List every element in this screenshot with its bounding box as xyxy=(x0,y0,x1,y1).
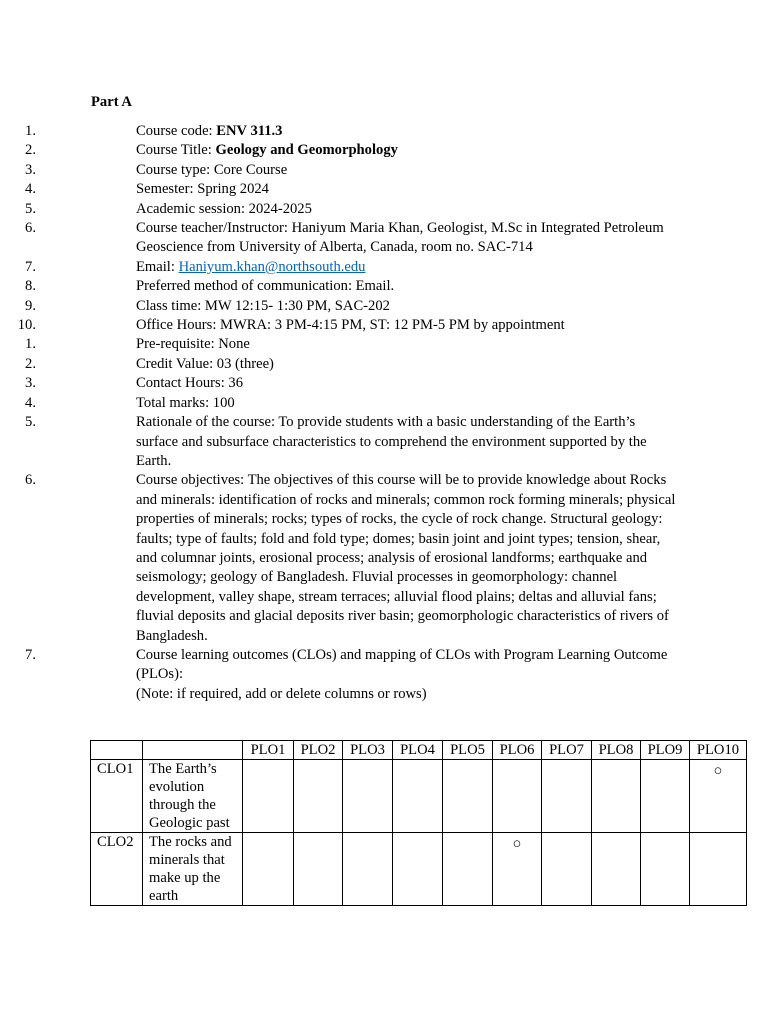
course-info-list xyxy=(0,122,768,704)
plo-header-cell: PLO5 xyxy=(443,741,493,760)
item-number: 6. xyxy=(25,472,36,489)
mapping-cell xyxy=(641,760,690,833)
list-item xyxy=(0,200,676,219)
item-text: Contact Hours: 36 xyxy=(136,375,244,392)
list-item xyxy=(0,122,676,141)
item-number: 6. xyxy=(25,220,36,237)
plo-header-cell: PLO8 xyxy=(592,741,641,760)
item-number: 10. xyxy=(17,317,36,334)
item-label: Course code: xyxy=(136,123,217,139)
item-number: 1. xyxy=(25,123,36,139)
item-number: 8. xyxy=(25,278,36,295)
item-text: Class time: MW 12:15- 1:30 PM, SAC-202 xyxy=(136,297,390,314)
mapping-mark-icon: ○ xyxy=(713,763,723,779)
mapping-cell xyxy=(343,833,393,906)
clo-description-cell: The rocks and minerals that make up the earth xyxy=(143,833,243,906)
list-item xyxy=(0,394,676,413)
item-note: (Note: if required, add or delete columns or rows) xyxy=(136,685,427,702)
clo-id-cell: CLO2 xyxy=(91,833,143,906)
mapping-cell xyxy=(690,833,747,906)
plo-header-cell: PLO6 xyxy=(493,741,542,760)
list-item xyxy=(0,335,676,354)
item-number: 5. xyxy=(25,414,36,431)
item-text: Office Hours: MWRA: 3 PM-4:15 PM, ST: 12 PM-5 PM by appointment xyxy=(136,317,565,334)
mapping-mark-icon: ○ xyxy=(512,836,522,852)
item-number: 9. xyxy=(25,297,36,314)
item-text: Academic session: 2024-2025 xyxy=(136,200,312,217)
item-text: Credit Value: 03 (three) xyxy=(136,355,274,372)
table-row xyxy=(91,760,747,833)
plo-header-cell: PLO2 xyxy=(294,741,343,760)
mapping-cell xyxy=(393,833,443,906)
header-cell xyxy=(91,741,143,760)
plo-header-cell: PLO7 xyxy=(542,741,592,760)
list-item xyxy=(0,471,676,646)
table-row xyxy=(91,833,747,906)
clo-plo-mapping-table xyxy=(90,740,747,906)
plo-header-cell: PLO1 xyxy=(243,741,294,760)
item-text: Semester: Spring 2024 xyxy=(136,181,269,198)
item-text: Course type: Core Course xyxy=(136,161,288,178)
mapping-cell xyxy=(542,833,592,906)
mapping-cell xyxy=(542,760,592,833)
header-cell xyxy=(143,741,243,760)
item-label: Email: xyxy=(136,258,179,275)
list-item xyxy=(0,316,676,335)
plo-header-cell: PLO4 xyxy=(393,741,443,760)
item-number: 3. xyxy=(25,375,36,392)
list-item xyxy=(0,180,676,199)
mapping-cell xyxy=(690,760,747,833)
mapping-cell xyxy=(294,833,343,906)
item-number: 3. xyxy=(25,161,36,178)
email-link[interactable]: Haniyum.khan@northsouth.edu xyxy=(178,258,366,275)
plo-header-cell: PLO9 xyxy=(641,741,690,760)
list-item xyxy=(0,355,676,374)
mapping-cell xyxy=(592,760,641,833)
item-number: 2. xyxy=(25,142,36,159)
mapping-cell xyxy=(493,760,542,833)
mapping-cell xyxy=(641,833,690,906)
mapping-cell xyxy=(343,760,393,833)
list-item xyxy=(0,141,676,160)
item-text: Course teacher/Instructor: Haniyum Maria Khan, Geologist, M.Sc in Integrated Petroleum Geoscience from University of Alberta, Canada, room no. SAC-714 xyxy=(136,220,664,256)
list-item xyxy=(0,646,676,704)
mapping-cell xyxy=(443,760,493,833)
item-number: 2. xyxy=(25,355,36,372)
clo-description-cell: The Earth’s evolution through the Geologic past xyxy=(143,760,243,833)
plo-header-cell: PLO3 xyxy=(343,741,393,760)
list-item xyxy=(0,258,676,277)
list-item xyxy=(0,161,676,180)
item-number: 4. xyxy=(25,394,36,411)
list-item xyxy=(0,413,676,471)
item-value: Geology and Geomorphology xyxy=(215,142,398,159)
table-header-row xyxy=(91,741,747,760)
item-number: 4. xyxy=(25,181,36,198)
list-item xyxy=(0,277,676,296)
item-value: ENV 311.3 xyxy=(216,123,283,139)
list-item xyxy=(0,297,676,316)
item-number: 7. xyxy=(25,258,36,275)
mapping-cell xyxy=(393,760,443,833)
mapping-cell xyxy=(243,760,294,833)
item-number: 5. xyxy=(25,200,36,217)
section-heading: Part A xyxy=(91,94,132,110)
mapping-cell xyxy=(493,833,542,906)
item-text: Preferred method of communication: Email. xyxy=(136,278,395,295)
mapping-cell xyxy=(243,833,294,906)
item-text: Course objectives: The objectives of this course will be to provide knowledge about Rocks and minerals: identification of rocks and minerals; common rock forming minerals; physical properties of minerals; rocks; types of rocks, the cycle of rock change. Structural geology: faults; type of faults; fold and fold type; domes; basin joint and joint types; tension, shear, and columnar joints, erosional process; analysis of erosional landforms; earthquake and seismology; geology of Bangladesh. Fluvial processes in geomorphology: channel development, valley shape, stream terraces; alluvial flood plains; deltas and alluvial fans; fluvial deposits and glacial deposits river basin; geomorphologic characteristics of rivers of Bangladesh. xyxy=(136,472,676,644)
list-item xyxy=(0,374,676,393)
plo-header-cell: PLO10 xyxy=(690,741,747,760)
item-text: Course learning outcomes (CLOs) and mapping of CLOs with Program Learning Outcome (PLOs): xyxy=(136,646,668,683)
clo-id-cell: CLO1 xyxy=(91,760,143,833)
mapping-cell xyxy=(294,760,343,833)
item-text: Rationale of the course: To provide students with a basic understanding of the Earth’s surface and subsurface characteristics to comprehend the environment supported by the Earth. xyxy=(136,414,647,469)
list-item xyxy=(0,219,676,258)
item-number: 1. xyxy=(25,336,36,353)
item-text: Total marks: 100 xyxy=(136,394,235,411)
item-number: 7. xyxy=(25,646,36,663)
item-text: Pre-requisite: None xyxy=(136,336,250,353)
mapping-cell xyxy=(592,833,641,906)
item-label: Course Title: xyxy=(136,142,216,159)
mapping-cell xyxy=(443,833,493,906)
